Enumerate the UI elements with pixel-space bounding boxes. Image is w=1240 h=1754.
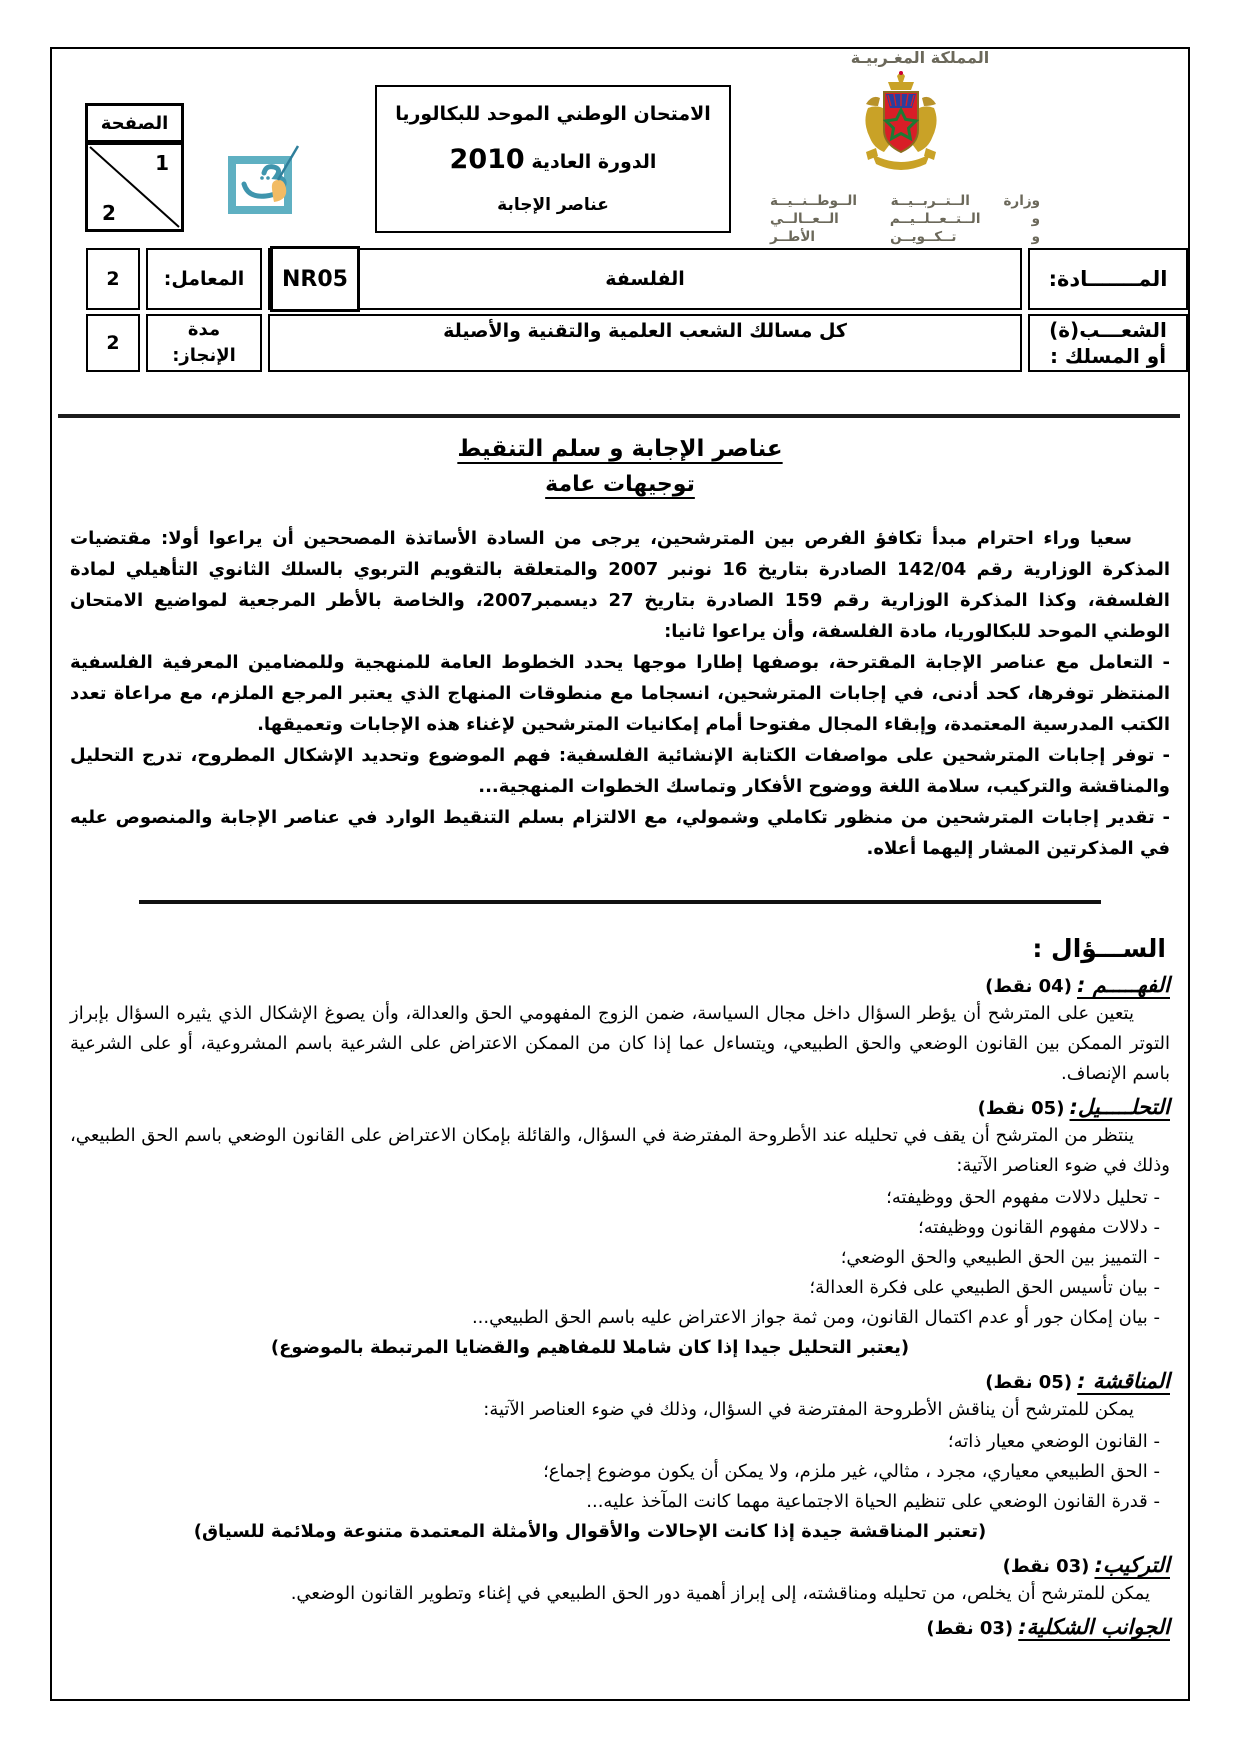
- analysis-bullet-list: [70, 1183, 1170, 1333]
- coat-of-arms-icon: [858, 70, 944, 190]
- bullet-item: - التمييز بين الحق الطبيعي والحق الوضعي؛: [840, 1247, 1160, 1268]
- branch-value-cell: [268, 314, 1022, 372]
- guideline-item: - التعامل مع عناصر الإجابة المقترحة، بوصفها إطارا موجها يحدد الخطوط العامة للمنهجية وللمضامين المعرفية الفلسفية المنتظر توفرها، كحد أدنى، في إجابات المترشحين، انسجاما مع منطوقات المنهاج الذي يعتبر المرجع الملزم، مع مراعاة تعدد الكتب المدرسية المعتمدة، وإبقاء المجال مفتوحا أمام إمكانيات المترشحين لإغناء هذه الإجابات وتعميقها.: [70, 652, 1170, 735]
- answer-elements-label: عناصر الإجابة: [497, 195, 609, 216]
- exam-session: [450, 144, 657, 175]
- section-title: الجوانب الشكلية:: [1018, 1615, 1170, 1639]
- exam-year: 2010: [449, 144, 525, 176]
- coefficient-value-cell: [86, 248, 140, 310]
- exam-title: الامتحان الوطني الموحد للبكالوريا: [395, 102, 711, 125]
- section-points: (03 نقط): [926, 1618, 1014, 1639]
- discussion-note: (تعتبر المناقشة جيدة إذا كانت الإحالات والأقوال والأمثلة المعتمدة متنوعة وملائمة للسياق): [193, 1521, 987, 1542]
- cnee-logo-icon: [222, 140, 308, 226]
- section-points: (03 نقط): [1002, 1556, 1090, 1577]
- duration-label-line1: مدة: [187, 319, 221, 340]
- branch-label-line1: الشعـــب(ة): [1049, 318, 1167, 342]
- ministry-line: وزارة الــتــربــيــة الــوطــنــيــة: [770, 193, 1040, 209]
- section-formal-aspects-heading: [70, 1615, 1170, 1639]
- kingdom-title: المملكة المغـربيـة: [850, 48, 990, 67]
- coefficient-label-cell: [146, 248, 262, 310]
- bullet-item: - بيان تأسيس الحق الطبيعي على فكرة العدالة؛: [809, 1277, 1160, 1298]
- session-label: الدورة العادية: [531, 151, 657, 174]
- branch-label-cell: [1028, 314, 1188, 372]
- section-points: (05 نقط): [985, 1372, 1073, 1393]
- discussion-bullet-list: [70, 1427, 1170, 1517]
- header-separator-rule: [58, 414, 1180, 418]
- ministry-line: و الــتــعــلــيــم الــعــالــي: [770, 211, 1040, 227]
- guideline-item: - تقدير إجابات المترشحين من منظور تكاملي وشمولي، مع الالتزام بسلم التنقيط الوارد في عناصر الإجابة والمنصوص عليه في المذكرتين المشار إليهما أعلاه.: [70, 807, 1170, 859]
- duration-value: 2: [106, 332, 120, 354]
- duration-value-cell: [86, 314, 140, 372]
- section-discussion-heading: [70, 1369, 1170, 1393]
- mid-separator-rule: [139, 900, 1101, 904]
- bullet-item: - تحليل دلالات مفهوم الحق ووظيفته؛: [886, 1187, 1160, 1208]
- bullet-item: - قدرة القانون الوضعي على تنظيم الحياة الاجتماعية مهما كانت المآخذ عليه...: [586, 1491, 1160, 1512]
- analysis-note: (يعتبر التحليل جيدا إذا كان شاملا للمفاهيم والقضايا المرتبطة بالموضوع): [270, 1337, 910, 1358]
- duration-label-line2: الإنجاز:: [172, 345, 236, 366]
- section-title: المناقشة :: [1077, 1369, 1170, 1393]
- guideline-item: - توفر إجابات المترشحين على مواصفات الكتابة الإنشائية الفلسفية: فهم الموضوع وتحديد الإشكال المطروح، تدرج التحليل والمناقشة والتركيب، سلامة اللغة ووضوح الأفكار وتماسك الخطوات المنهجية...: [70, 745, 1170, 797]
- subject-label: المـــــــادة:: [1048, 267, 1168, 291]
- section-discussion-body: يمكن للمترشح أن يناقش الأطروحة المفترضة في السؤال، وذلك في ضوء العناصر الآتية:: [483, 1399, 1134, 1420]
- bullet-item: - دلالات مفهوم القانون ووظيفته؛: [917, 1217, 1160, 1238]
- section-synthesis-heading: [70, 1553, 1170, 1577]
- section-points: (04 نقط): [985, 976, 1072, 997]
- page-current: 1: [155, 151, 169, 175]
- coefficient-value: 2: [106, 268, 120, 290]
- bullet-item: - بيان إمكان جور أو عدم اكتمال القانون، ومن ثمة جواز الاعتراض عليه باسم الحق الطبيعي...: [471, 1307, 1160, 1328]
- page-number-box: [85, 142, 184, 232]
- subject-value: الفلسفة: [605, 268, 685, 290]
- bullet-item: - القانون الوضعي معيار ذاته؛: [947, 1431, 1160, 1452]
- subject-label-cell: [1028, 248, 1188, 310]
- branch-label-line2: أو المسلك :: [1049, 344, 1167, 368]
- reference-code: NR05: [282, 266, 348, 292]
- page-label-box: [85, 103, 184, 143]
- reference-code-box: [270, 246, 360, 312]
- subtitle-general-guidelines: توجيهات عامة: [545, 472, 695, 497]
- section-analysis-body: ينتظر من المترشح أن يقف في تحليله عند الأطروحة المفترضة في السؤال، والقائلة بإمكان الاعتراض على القانون الوضعي باسم الحق الطبيعي، وذلك في ضوء العناصر الآتية:: [70, 1125, 1170, 1176]
- page-total: 2: [102, 201, 116, 225]
- section-analysis-heading: [70, 1095, 1170, 1119]
- section-title: الفهـــــم :: [1077, 973, 1170, 997]
- subject-value-cell: [268, 248, 1022, 310]
- branch-value: كل مسالك الشعب العلمية والتقنية والأصيلة: [443, 320, 847, 342]
- bullet-item: - الحق الطبيعي معياري، مجرد ، مثالي، غير ملزم، ولا يمكن أن يكون موضوع إجماع؛: [543, 1461, 1160, 1482]
- section-comprehension-body: يتعين على المترشح أن يؤطر السؤال داخل مجال السياسة، ضمن الزوج المفهومي الحق والعدالة، وأن يصوغ الإشكال الذي يثيره السؤال بإبراز التوتر الممكن بين القانون الوضعي والحق الطبيعي، ويتساءل عما إذا كان من الممكن الاعتراض على الشرعية باسم المشروعية، أو على الشرعية باسم الإنصاف.: [70, 1003, 1170, 1084]
- guidelines-block: [70, 523, 1170, 864]
- section-points: (05 نقط): [977, 1098, 1065, 1119]
- section-title: التحلـــــيل:: [1069, 1095, 1170, 1119]
- section-title: التركيب:: [1094, 1553, 1170, 1577]
- coefficient-label: المعامل:: [163, 268, 245, 290]
- section-comprehension-heading: [70, 973, 1170, 997]
- main-title: عناصر الإجابة و سلم التنقيط: [457, 436, 783, 462]
- page-label: الصفحة: [100, 112, 169, 134]
- document-body: [70, 424, 1170, 1641]
- exam-header-box: [375, 85, 731, 233]
- guidelines-intro: سعيا وراء احترام مبدأ تكافؤ الفرص بين المترشحين، يرجى من السادة الأساتذة المصححين أن يراعوا أولا: مقتضيات المذكرة الوزارية رقم 142/04 الصادرة بتاريخ 16 نونبر 2007 والمتعلقة بالتقويم التربوي بالسلك الثانوي التأهيلي لمادة الفلسفة، وكذا المذكرة الوزارية رقم 159 الصادرة بتاريخ 27 ديسمبر2007، والخاصة بالأطر المرجعية لمواضيع الامتحان الوطني الموحد للبكالوريا، مادة الفلسفة، وأن يراعوا ثانيا:: [70, 528, 1170, 642]
- duration-label-cell: [146, 314, 262, 372]
- question-heading: الســـؤال :: [1032, 934, 1166, 963]
- ministry-line: و تــكــويــن الأطــر: [770, 229, 1040, 245]
- section-synthesis-body: يمكن للمترشح أن يخلص، من تحليله ومناقشته، إلى إبراز أهمية دور الحق الطبيعي في إغناء وتطوير القانون الوضعي.: [290, 1583, 1150, 1604]
